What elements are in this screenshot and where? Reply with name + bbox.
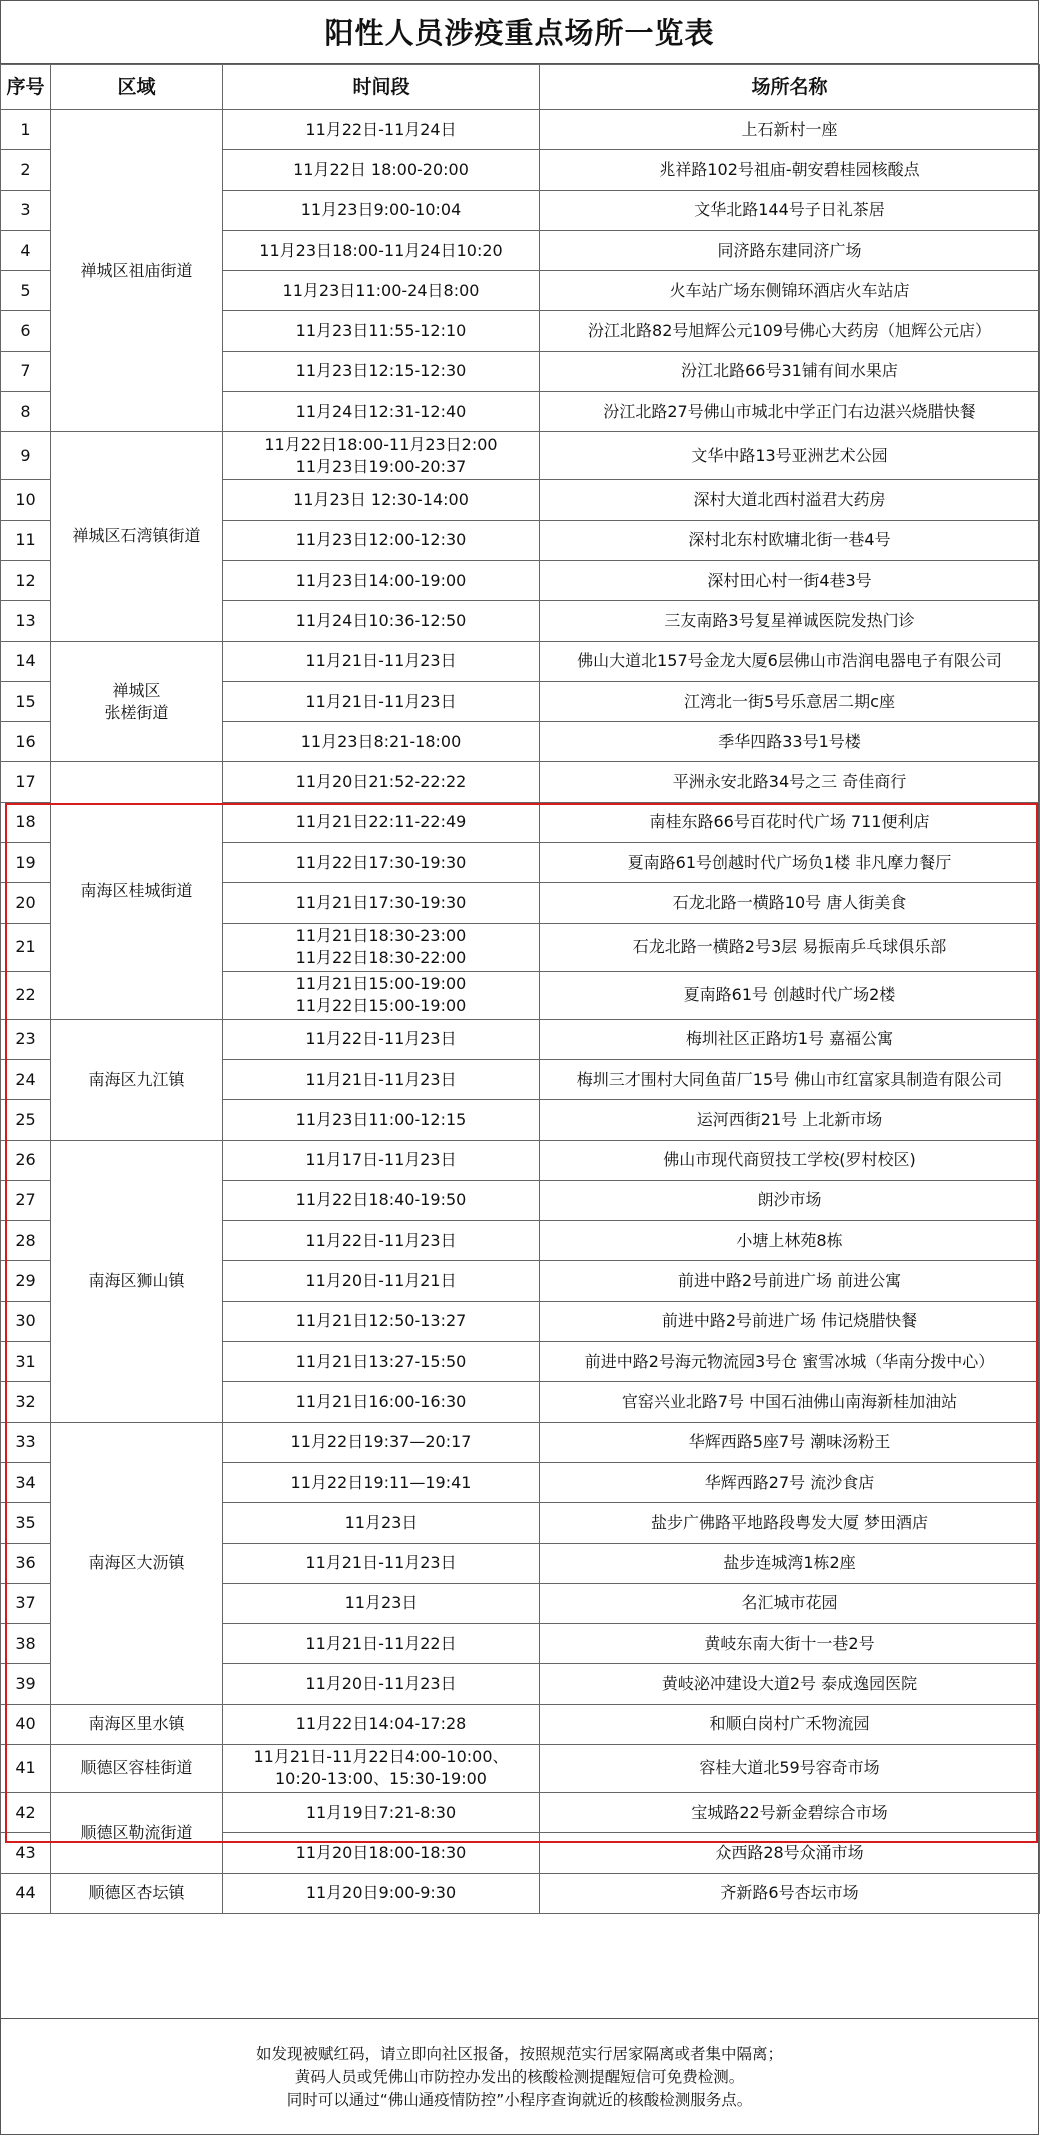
place-cell: 夏南路61号创越时代广场负1楼 非凡摩力餐厅 [540, 843, 1040, 883]
place-cell: 火车站广场东侧锦环酒店火车站店 [540, 271, 1040, 311]
time-cell: 11月20日21:52-22:22 [223, 762, 540, 802]
footer-line: 黄码人员或凭佛山市防控办发出的核酸检测提醒短信可免费检测。 [294, 2067, 745, 2086]
time-cell: 11月22日18:00-11月23日2:00 11月23日19:00-20:37 [223, 432, 540, 480]
time-cell: 11月22日17:30-19:30 [223, 843, 540, 883]
place-cell: 佛山大道北157号金龙大厦6层佛山市浩润电器电子有限公司 [540, 641, 1040, 681]
table-row [1, 1704, 1040, 1744]
place-cell: 盐步连城湾1栋2座 [540, 1543, 1040, 1583]
row-number: 43 [1, 1833, 51, 1873]
region-cell: 南海区桂城街道 [51, 762, 223, 1019]
place-cell: 盐步广佛路平地路段粤发大厦 梦田酒店 [540, 1503, 1040, 1543]
header-time: 时间段 [223, 65, 540, 110]
row-number: 37 [1, 1583, 51, 1623]
footer-notice [0, 2018, 1039, 2135]
row-number: 11 [1, 520, 51, 560]
place-cell: 和顺白岗村广禾物流园 [540, 1704, 1040, 1744]
row-number: 36 [1, 1543, 51, 1583]
place-cell: 黄岐泌冲建设大道2号 泰成逸园医院 [540, 1664, 1040, 1704]
time-cell: 11月24日12:31-12:40 [223, 392, 540, 432]
time-cell: 11月22日14:04-17:28 [223, 1704, 540, 1744]
place-cell: 众西路28号众涌市场 [540, 1833, 1040, 1873]
row-number: 10 [1, 480, 51, 520]
place-cell: 运河西街21号 上北新市场 [540, 1100, 1040, 1140]
row-number: 17 [1, 762, 51, 802]
row-number: 32 [1, 1382, 51, 1422]
row-number: 13 [1, 601, 51, 641]
place-cell: 小塘上林苑8栋 [540, 1221, 1040, 1261]
place-cell: 前进中路2号前进广场 伟记烧腊快餐 [540, 1301, 1040, 1341]
table-row [1, 1792, 1040, 1832]
time-cell: 11月22日-11月23日 [223, 1221, 540, 1261]
time-cell: 11月23日 12:30-14:00 [223, 480, 540, 520]
row-number: 24 [1, 1059, 51, 1099]
place-cell: 三友南路3号复星禅诚医院发热门诊 [540, 601, 1040, 641]
place-cell: 梅圳三才围村大同鱼苗厂15号 佛山市红富家具制造有限公司 [540, 1059, 1040, 1099]
time-cell: 11月21日17:30-19:30 [223, 883, 540, 923]
time-cell: 11月21日12:50-13:27 [223, 1301, 540, 1341]
place-cell: 宝城路22号新金碧综合市场 [540, 1792, 1040, 1832]
time-cell: 11月21日-11月23日 [223, 641, 540, 681]
place-cell: 文华北路144号子日礼茶居 [540, 190, 1040, 230]
place-cell: 深村大道北西村溢君大药房 [540, 480, 1040, 520]
time-cell: 11月17日-11月23日 [223, 1140, 540, 1180]
place-cell: 季华四路33号1号楼 [540, 722, 1040, 762]
place-cell: 官窑兴业北路7号 中国石油佛山南海新桂加油站 [540, 1382, 1040, 1422]
region-cell: 顺德区杏坛镇 [51, 1873, 223, 1913]
time-cell: 11月21日18:30-23:00 11月22日18:30-22:00 [223, 923, 540, 971]
venue-table [0, 64, 1040, 1914]
time-cell: 11月19日7:21-8:30 [223, 1792, 540, 1832]
time-cell: 11月20日-11月23日 [223, 1664, 540, 1704]
row-number: 21 [1, 923, 51, 971]
time-cell: 11月23日14:00-19:00 [223, 560, 540, 600]
region-cell: 南海区九江镇 [51, 1019, 223, 1140]
time-cell: 11月23日11:55-12:10 [223, 311, 540, 351]
row-number: 42 [1, 1792, 51, 1832]
region-cell: 禅城区石湾镇街道 [51, 432, 223, 641]
row-number: 5 [1, 271, 51, 311]
place-cell: 朗沙市场 [540, 1180, 1040, 1220]
row-number: 12 [1, 560, 51, 600]
row-number: 34 [1, 1462, 51, 1502]
row-number: 33 [1, 1422, 51, 1462]
row-number: 35 [1, 1503, 51, 1543]
region-cell: 南海区狮山镇 [51, 1140, 223, 1422]
table-row [1, 1744, 1040, 1792]
row-number: 44 [1, 1873, 51, 1913]
place-cell: 上石新村一座 [540, 110, 1040, 150]
region-cell: 禅城区祖庙街道 [51, 110, 223, 432]
place-cell: 佛山市现代商贸技工学校(罗村校区) [540, 1140, 1040, 1180]
table-body [1, 110, 1040, 1914]
table-row [1, 432, 1040, 480]
row-number: 25 [1, 1100, 51, 1140]
time-cell: 11月21日-11月22日 [223, 1624, 540, 1664]
row-number: 4 [1, 230, 51, 270]
time-cell: 11月23日12:15-12:30 [223, 351, 540, 391]
place-cell: 汾江北路82号旭辉公元109号佛心大药房（旭辉公元店） [540, 311, 1040, 351]
row-number: 9 [1, 432, 51, 480]
row-number: 39 [1, 1664, 51, 1704]
header-place: 场所名称 [540, 65, 1040, 110]
row-number: 20 [1, 883, 51, 923]
place-cell: 深村北东村欧墉北街一巷4号 [540, 520, 1040, 560]
time-cell: 11月22日 18:00-20:00 [223, 150, 540, 190]
time-cell: 11月22日18:40-19:50 [223, 1180, 540, 1220]
row-number: 26 [1, 1140, 51, 1180]
place-cell: 文华中路13号亚洲艺术公园 [540, 432, 1040, 480]
time-cell: 11月23日 [223, 1503, 540, 1543]
row-number: 38 [1, 1624, 51, 1664]
row-number: 14 [1, 641, 51, 681]
time-cell: 11月21日16:00-16:30 [223, 1382, 540, 1422]
place-cell: 前进中路2号海元物流园3号仓 蜜雪冰城（华南分拨中心） [540, 1342, 1040, 1382]
page-title: 阳性人员涉疫重点场所一览表 [0, 0, 1039, 64]
row-number: 6 [1, 311, 51, 351]
time-cell: 11月22日-11月23日 [223, 1019, 540, 1059]
region-cell: 禅城区 张槎街道 [51, 641, 223, 762]
time-cell: 11月21日13:27-15:50 [223, 1342, 540, 1382]
table-row [1, 1140, 1040, 1180]
time-cell: 11月21日22:11-22:49 [223, 802, 540, 842]
row-number: 27 [1, 1180, 51, 1220]
time-cell: 11月21日-11月22日4:00-10:00、 10:20-13:00、15:30-19:00 [223, 1744, 540, 1792]
table-row [1, 641, 1040, 681]
table-row [1, 110, 1040, 150]
place-cell: 同济路东建同济广场 [540, 230, 1040, 270]
table-row [1, 1873, 1040, 1913]
time-cell: 11月24日10:36-12:50 [223, 601, 540, 641]
row-number: 1 [1, 110, 51, 150]
row-number: 2 [1, 150, 51, 190]
time-cell: 11月23日 [223, 1583, 540, 1623]
row-number: 31 [1, 1342, 51, 1382]
row-number: 19 [1, 843, 51, 883]
table-row [1, 1422, 1040, 1462]
row-number: 16 [1, 722, 51, 762]
place-cell: 华辉西路5座7号 潮味汤粉王 [540, 1422, 1040, 1462]
time-cell: 11月21日-11月23日 [223, 681, 540, 721]
footer-line: 同时可以通过“佛山通疫情防控”小程序查询就近的核酸检测服务点。 [286, 2090, 753, 2109]
time-cell: 11月21日-11月23日 [223, 1543, 540, 1583]
footer-line: 如发现被赋红码，请立即向社区报备，按照规范实行居家隔离或者集中隔离； [255, 2044, 783, 2063]
time-cell: 11月20日18:00-18:30 [223, 1833, 540, 1873]
time-cell: 11月23日18:00-11月24日10:20 [223, 230, 540, 270]
row-number: 3 [1, 190, 51, 230]
region-cell: 顺德区容桂街道 [51, 1744, 223, 1792]
table-row [1, 762, 1040, 802]
row-number: 40 [1, 1704, 51, 1744]
place-cell: 汾江北路66号31铺有间水果店 [540, 351, 1040, 391]
time-cell: 11月21日15:00-19:00 11月22日15:00-19:00 [223, 971, 540, 1019]
row-number: 30 [1, 1301, 51, 1341]
header-region: 区域 [51, 65, 223, 110]
row-number: 28 [1, 1221, 51, 1261]
row-number: 18 [1, 802, 51, 842]
place-cell: 平洲永安北路34号之三 奇佳商行 [540, 762, 1040, 802]
table-header-row [1, 65, 1040, 110]
time-cell: 11月23日12:00-12:30 [223, 520, 540, 560]
row-number: 8 [1, 392, 51, 432]
place-cell: 汾江北路27号佛山市城北中学正门右边湛兴烧腊快餐 [540, 392, 1040, 432]
place-cell: 兆祥路102号祖庙-朝安碧桂园核酸点 [540, 150, 1040, 190]
time-cell: 11月21日-11月23日 [223, 1059, 540, 1099]
region-cell: 南海区大沥镇 [51, 1422, 223, 1704]
place-cell: 梅圳社区正路坊1号 嘉福公寓 [540, 1019, 1040, 1059]
row-number: 7 [1, 351, 51, 391]
row-number: 15 [1, 681, 51, 721]
row-number: 22 [1, 971, 51, 1019]
place-cell: 石龙北路一横路10号 唐人街美食 [540, 883, 1040, 923]
time-cell: 11月23日8:21-18:00 [223, 722, 540, 762]
time-cell: 11月23日11:00-12:15 [223, 1100, 540, 1140]
place-cell: 南桂东路66号百花时代广场 711便利店 [540, 802, 1040, 842]
row-number: 29 [1, 1261, 51, 1301]
place-cell: 江湾北一街5号乐意居二期c座 [540, 681, 1040, 721]
time-cell: 11月23日9:00-10:04 [223, 190, 540, 230]
header-no: 序号 [1, 65, 51, 110]
place-cell: 齐新路6号杏坛市场 [540, 1873, 1040, 1913]
place-cell: 夏南路61号 创越时代广场2楼 [540, 971, 1040, 1019]
time-cell: 11月22日-11月24日 [223, 110, 540, 150]
row-number: 23 [1, 1019, 51, 1059]
table-row [1, 1019, 1040, 1059]
place-cell: 名汇城市花园 [540, 1583, 1040, 1623]
place-cell: 前进中路2号前进广场 前进公寓 [540, 1261, 1040, 1301]
time-cell: 11月20日-11月21日 [223, 1261, 540, 1301]
place-cell: 深村田心村一街4巷3号 [540, 560, 1040, 600]
time-cell: 11月22日19:11—19:41 [223, 1462, 540, 1502]
time-cell: 11月23日11:00-24日8:00 [223, 271, 540, 311]
row-number: 41 [1, 1744, 51, 1792]
place-cell: 黄岐东南大街十一巷2号 [540, 1624, 1040, 1664]
place-cell: 容桂大道北59号容奇市场 [540, 1744, 1040, 1792]
time-cell: 11月22日19:37—20:17 [223, 1422, 540, 1462]
time-cell: 11月20日9:00-9:30 [223, 1873, 540, 1913]
place-cell: 华辉西路27号 流沙食店 [540, 1462, 1040, 1502]
region-cell: 顺德区勒流街道 [51, 1792, 223, 1873]
place-cell: 石龙北路一横路2号3层 易振南乒乓球俱乐部 [540, 923, 1040, 971]
region-cell: 南海区里水镇 [51, 1704, 223, 1744]
